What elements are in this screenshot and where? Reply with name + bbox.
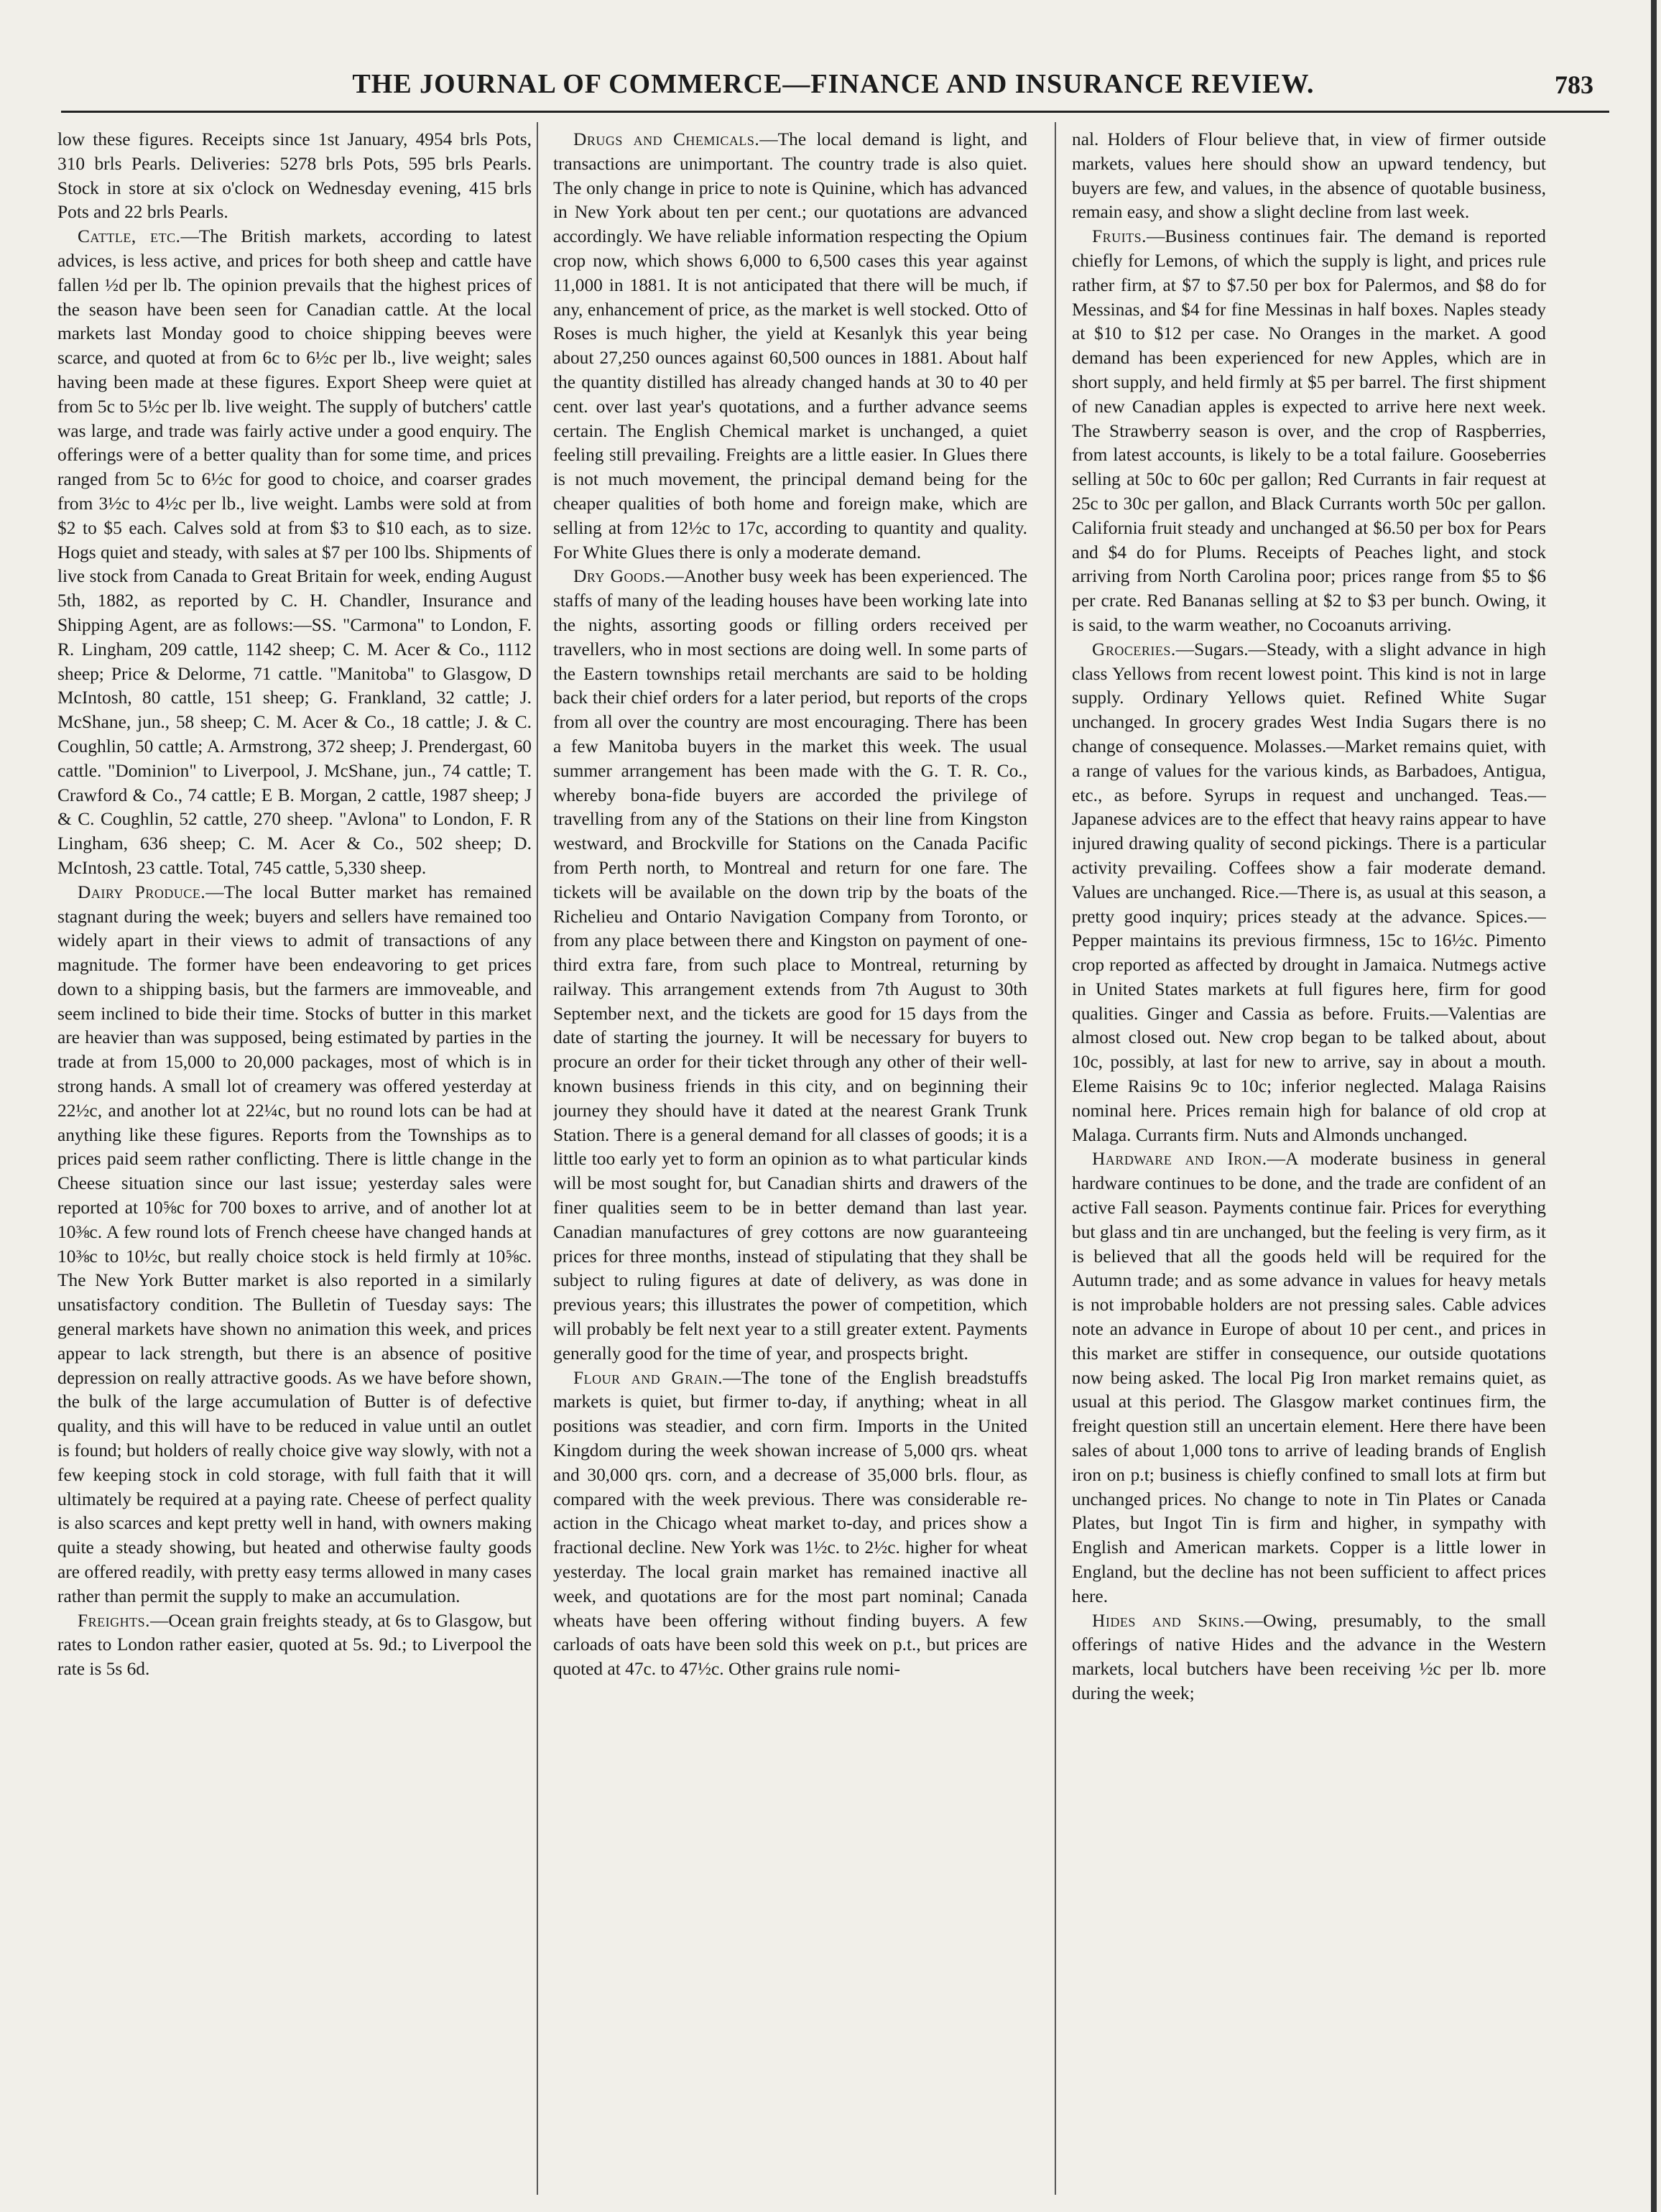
page-number: 783 [1555, 70, 1593, 99]
section-heading: Fruits. [1092, 226, 1147, 247]
column-paragraph [57, 225, 532, 881]
paragraph-text: —The British markets, according to latest advices, is less active, and prices for both sheep and cattle have fallen ½d per lb. The opinion prevails that the highest prices of the season have been seen for Canadian cattle. At the local markets last Monday good to choice shipping beeves were scarce, and quoted at from 6c to 6½c per lb., live weight; sales having been made at these figures. Export Sheep were quiet at from 5c to 5½c per lb. live weight. The supply of butchers' cattle was large, and trade was fairly active under a good enquiry. The offerings were of a better quality than for some time, and prices ranged from 5c to 6½c for good to choice, and coarser grades from 3½c to 4½c per lb., live weight. Lambs were sold at from $2 to $5 each. Calves sold at from $3 to $10 each, as to size. Hogs quiet and steady, with sales at $7 per 100 lbs. Shipments of live stock from Canada to Great Britain for week, ending August 5th, 1882, as reported by C. H. Chandler, Insurance and Shipping Agent, are as follows:—SS. "Carmona" to London, F. R. Lingham, 209 cattle, 1142 sheep; C. M. Acer & Co., 1112 sheep; Price & Delorme, 71 cattle. "Manitoba" to Glasgow, D McIntosh, 80 cattle, 151 sheep; G. Frankland, 32 cattle; J. McShane, jun., 58 sheep; C. M. Acer & Co., 18 cattle; J. & C. Coughlin, 50 cattle; A. Armstrong, 372 sheep; J. Prendergast, 60 cattle. "Dominion" to Liverpool, J. McShane, jun., 74 cattle; T. Crawford & Co., 74 cattle; E B. Morgan, 2 cattle, 1987 sheep; J & C. Coughlin, 52 cattle, 270 sheep. "Avlona" to London, F. R Lingham, 636 sheep; C. M. Acer & Co., 502 sheep; D. McIntosh, 23 cattle. Total, 745 cattle, 5,330 sheep. [57, 226, 532, 878]
column-paragraph [1072, 1147, 1546, 1609]
paragraph-text: —Sugars.—Steady, with a slight advance in high class Yellows from recent lowest point. This kind is not in large supply. Ordinary Yellows quiet. Refined White Sugar unchanged. In grocery grades West India Sugars there is no change of consequence. Molasses.—Market remains quiet, with a range of values for the various kinds, as Barbadoes, Antigua, etc., as before. Syrups in request and unchanged. Teas.—Japanese advices are to the effect that heavy rains appear to have injured drawing quality of second pickings. There is a particular activity prevailing. Coffees show a fair moderate demand. Values are unchanged. Rice.—There is, as usual at this season, a pretty good inquiry; prices steady at the advance. Spices.—Pepper maintains its previous firmness, 15c to 16½c. Pimento crop reported as affected by drought in Jamaica. Nutmegs active in United States markets at full figures here, firm for good qualities. Ginger and Cassia as before. Fruits.—Valentias are almost closed out. New crop began to be talked about, about 10c, possibly, at last for new to arrive, say in about a mouth. Eleme Raisins 9c to 10c; inferior neglected. Malaga Raisins nominal here. Prices remain high for balance of old crop at Malaga. Currants firm. Nuts and Almonds unchanged. [1072, 639, 1546, 1145]
paragraph-text: —Another busy week has been experienced. The staffs of many of the leading houses have been working late into the nights, assorting goods or filling orders received per travellers, who in most sections are doing well. In some parts of the Eastern townships retail merchants are said to be holding back their chief orders for a later period, but reports of the crops from all over the country are most encouraging. There has been a few Manitoba buyers in the market this week. The usual summer arrangement has been made with the G. T. R. Co., whereby bona-fide buyers are accorded the privilege of travelling from any of the Stations on their line from Kingston westward, and Brockville for Stations on the Canada Pacific from Perth north, to Montreal and return for one fare. The tickets will be available on the down trip by the boats of the Richelieu and Ontario Navigation Company from Toronto, or from any place between there and Kingston on payment of one-third extra fare, from such place to Montreal, returning by railway. This arrangement extends from 7th August to 30th September next, and the tickets are good for 15 days from the date of starting the journey. It will be necessary for buyers to procure an order for their ticket through any other of their well-known business friends in this city, and on beginning their journey they should have it dated at the nearest Grank Trunk Station. There is a general demand for all classes of goods; it is a little too early yet to form an opinion as to what particular kinds will be most sought for, but Canadian shirts and drawers of the finer qualities seem to be in better demand than last year. Canadian manufactures of grey cottons are now guaranteeing prices for three months, instead of stipulating that they shall be subject to ruling figures at date of delivery, as was done in previous years; this illustrates the power of competition, which will probably be felt next year to a still greater extent. Payments generally good for the time of year, and prospects bright. [553, 566, 1027, 1364]
paragraph-text: —Business continues fair. The demand is reported chiefly for Lemons, of which the supply is light, and prices rule rather firm, at $7 to $7.50 per box for Palermos, and $8 do for Messinas, and $4 for fine Messinas in half boxes. Naples steady at $10 to $12 per case. No Oranges in the market. A good demand has been experienced for new Apples, which are in short supply, and held firmly at $5 per barrel. The first shipment of new Canadian apples is expected to arrive here next week. The Strawberry season is over, and the crop of Raspberries, from latest accounts, is likely to be a total failure. Gooseberries selling at 50c to 60c per gallon; Red Currants in fair request at 25c to 30c per gallon, and Black Currants worth 50c per gallon. California fruit steady and unchanged at $6.50 per box for Pears and $4 do for Plums. Receipts of Peaches light, and stock arriving from North Carolina poor; prices range from $5 to $6 per crate. Red Bananas selling at $2 to $3 per bunch. Owing, it is said, to the warm weather, no Cocoanuts arriving. [1072, 226, 1546, 635]
header-rule [61, 111, 1609, 113]
section-heading: Dry Goods. [573, 566, 666, 587]
column-1 [57, 128, 532, 2197]
paragraph-text: —The local Butter market has remained stagnant during the week; buyers and sellers have remained too widely apart in their views to admit of transactions of any magnitude. The former have been endeavoring to get prices down to a shipping basis, but the farmers are immoveable, and seem inclined to bide their time. Stocks of butter in this market are heavier than was supposed, being estimated by parties in the trade at from 15,000 to 20,000 packages, most of which is in strong hands. A small lot of creamery was offered yesterday at 22½c, and another lot at 22¼c, but no round lots can be had at anything like these figures. Reports from the Townships as to prices paid seem rather conflicting. There is little change in the Cheese situation since our last issue; yesterday sales were reported at 10⅝c for 700 boxes to arrive, and of another lot at 10⅜c. A few round lots of French cheese have changed hands at 10⅜c to 10½c, but really choice stock is held firmly at 10⅝c. The New York Butter market is also reported in a similarly unsatisfactory condition. The Bulletin of Tuesday says: The general markets have shown no animation this week, and prices appear to lack strength, but there is an absence of positive depression on really attractive goods. As we have before shown, the bulk of the large accumulation of Butter is of defective quality, and this will have to be reduced in value until an outlet is found; but holders of really choice give way slowly, with not a few keeping stock in cold storage, with full faith that it will ultimately be required at a paying rate. Cheese of perfect quality is also scarces and kept pretty well in hand, with owners making quite a steady showing, but heated and otherwise faulty goods are offered readily, with pretty easy terms allowed in many cases rather than permit the supply to make an accumulation. [57, 881, 532, 1606]
paragraph-text: —Owing, presumably, to the small offerings of native Hides and the advance in the Western markets, local butchers have been receiving ½c per lb. more during the week; [1072, 1610, 1546, 1703]
column-3 [1072, 128, 1546, 2197]
column-paragraph [57, 881, 532, 1609]
column-paragraph [553, 565, 1027, 1366]
paragraph-text: —Ocean grain freights steady, at 6s to Glasgow, but rates to London rather easier, quoted at 5s. 9d.; to Liverpool the rate is 5s 6d. [57, 1610, 532, 1680]
column-paragraph [57, 128, 532, 225]
section-heading: Hides and Skins. [1092, 1610, 1245, 1631]
section-heading: Dairy Produce. [78, 881, 206, 902]
column-divider-2 [1055, 122, 1056, 2195]
section-heading: Freights. [78, 1610, 150, 1631]
section-heading: Flour and Grain. [573, 1367, 723, 1388]
column-paragraph [553, 1366, 1027, 1682]
column-paragraph [1072, 638, 1546, 1148]
column-divider-1 [537, 122, 538, 2195]
column-paragraph [1072, 225, 1546, 638]
column-paragraph [1072, 1609, 1546, 1706]
paragraph-text: —A moderate business in general hardware continues to be done, and the trade are confident of an active Fall season. Payments continue fair. Prices for everything but glass and tin are unchanged, but the feeling is very firm, as it is believed that all the goods held will be required for the Autumn trade; and as some advance in values for heavy metals is not improbable holders are not pressing sales. Cable advices note an advance in Europe of about 10 per cent., and prices in this market are stiffer in consequence, our outside quotations now being asked. The local Pig Iron market remains quiet, as usual at this period. The Glasgow market continues firm, the freight question still an uncertain element. Here there have been sales of about 1,000 tons to arrive of leading brands of English iron on p.t; business is chiefly confined to small lots at firm but unchanged prices. No change to note in Tin Plates or Canada Plates, but Ingot Tin is firm and higher, in sympathy with English and American markets. Copper is a little lower in England, but the decline has not been sufficient to affect prices here. [1072, 1149, 1546, 1606]
paragraph-text: —The local demand is light, and transactions are unimportant. The country trade is also quiet. The only change in price to note is Quinine, which has advanced in New York about ten per cent.; our quotations are advanced accordingly. We have reliable information respecting the Opium crop now, which shows 6,000 to 6,500 cases this year against 11,000 in 1881. It is not anticipated that there will be much, if any, enhancement of price, as the market is well stocked. Otto of Roses is much higher, the yield at Kesanlyk this year being about 27,250 ounces against 60,500 ounces in 1881. About half the quantity distilled has already changed hands at 30 to 40 per cent. over last year's quotations, and a further advance seems certain. The English Chemical market is unchanged, a quiet feeling still prevailing. Freights are a little easier. In Glues there is not much movement, the principal demand being for the cheaper qualities of both home and foreign make, which are selling at from 12½c to 17c, according to quantity and quality. For White Glues there is only a moderate demand. [553, 129, 1027, 563]
column-paragraph [1072, 128, 1546, 225]
page-header [57, 68, 1609, 103]
column-paragraph [57, 1609, 532, 1682]
section-heading: Cattle, etc. [78, 226, 181, 247]
section-heading: Groceries. [1092, 639, 1176, 660]
journal-title: THE JOURNAL OF COMMERCE—FINANCE AND INSURANCE REVIEW. [352, 69, 1315, 99]
paragraph-text: nal. Holders of Flour believe that, in view of firmer outside markets, values here should show an upward tendency, but buyers are few, and values, in the absence of quotable business, remain easy, and show a slight decline from last week. [1072, 129, 1546, 223]
page-edge-bar [1651, 0, 1657, 2212]
column-2 [553, 128, 1027, 2197]
section-heading: Drugs and Chemicals. [573, 129, 760, 149]
paragraph-text: —The tone of the English breadstuffs markets is quiet, but firmer to-day, if anything; wheat in all positions was steadier, and corn firm. Imports in the United Kingdom during the week showan increase of 5,000 qrs. wheat and 30,000 qrs. corn, and a decrease of 35,000 brls. flour, as compared with the week previous. There was considerable re-action in the Chicago wheat market to-day, and prices show a fractional decline. New York was 1½c. to 2½c. higher for wheat yesterday. The local grain market has remained inactive all week, and quotations are for the most part nominal; Canada wheats have been offering without finding buyers. A few carloads of oats have been sold this week on p.t., but prices are quoted at 47c. to 47½c. Other grains rule nomi- [553, 1367, 1027, 1680]
section-heading: Hardware and Iron. [1092, 1149, 1267, 1170]
paragraph-text: low these figures. Receipts since 1st January, 4954 brls Pots, 310 brls Pearls. Deliveries: 5278 brls Pots, 595 brls Pearls. Stock in store at six o'clock on Wednesday evening, 415 brls Pots and 22 brls Pearls. [57, 129, 532, 223]
column-paragraph [553, 128, 1027, 565]
